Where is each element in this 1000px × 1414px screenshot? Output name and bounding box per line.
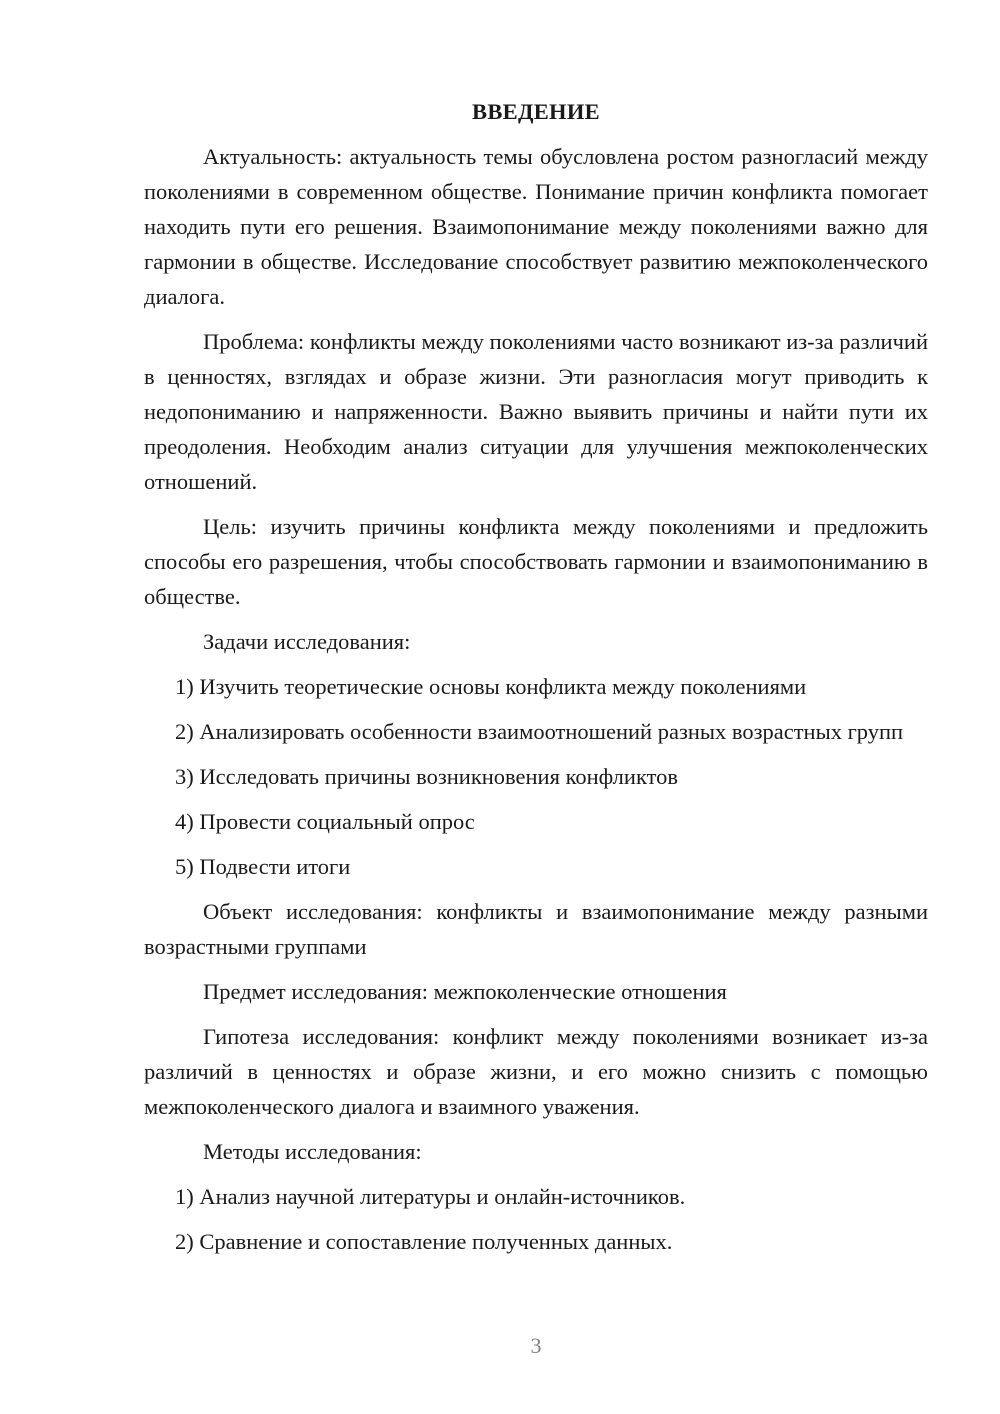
goal-paragraph: Цель: изучить причины конфликта между поколениями и предложить способы его разрешения, чтобы способствовать гармонии и взаимопониманию в обществе. [144,514,928,609]
task-item-2: 2) Анализировать особенности взаимоотношений разных возрастных групп [175,719,904,744]
task-item-5: 5) Подвести итоги [175,854,351,879]
task-item-4: 4) Провести социальный опрос [175,809,475,834]
method-item-2: 2) Сравнение и сопоставление полученных данных. [175,1229,673,1254]
tasks-heading: Задачи исследования: [203,629,411,654]
subject-paragraph: Предмет исследования: межпоколенческие отношения [203,979,727,1004]
methods-heading: Методы исследования: [203,1139,422,1164]
method-item-1: 1) Анализ научной литературы и онлайн-источников. [175,1184,686,1209]
problem-paragraph: Проблема: конфликты между поколениями часто возникают из-за различий в ценностях, взглядах и образе жизни. Эти разногласия могут приводить к недопониманию и напряженности. Важно выявить причины и найти пути их преодоления. Необходим анализ ситуации для улучшения межпоколенческих отношений. [144,329,928,494]
page-content [144,94,928,1269]
page-number: 3 [530,1333,542,1358]
task-item-3: 3) Исследовать причины возникновения конфликтов [175,764,678,789]
hypothesis-paragraph: Гипотеза исследования: конфликт между поколениями возникает из-за различий в ценностях и образе жизни, и его можно снизить с помощью межпоколенческого диалога и взаимного уважения. [144,1024,928,1119]
page-title: ВВЕДЕНИЕ [472,99,600,124]
task-item-1: 1) Изучить теоретические основы конфликта между поколениями [175,674,807,699]
object-paragraph: Объект исследования: конфликты и взаимопонимание между разными возрастными группами [144,899,928,959]
relevance-paragraph: Актуальность: актуальность темы обусловлена ростом разногласий между поколениями в современном обществе. Понимание причин конфликта помогает находить пути его решения. Взаимопонимание между поколениями важно для гармонии в обществе. Исследование способствует развитию межпоколенческого диалога. [144,144,928,309]
